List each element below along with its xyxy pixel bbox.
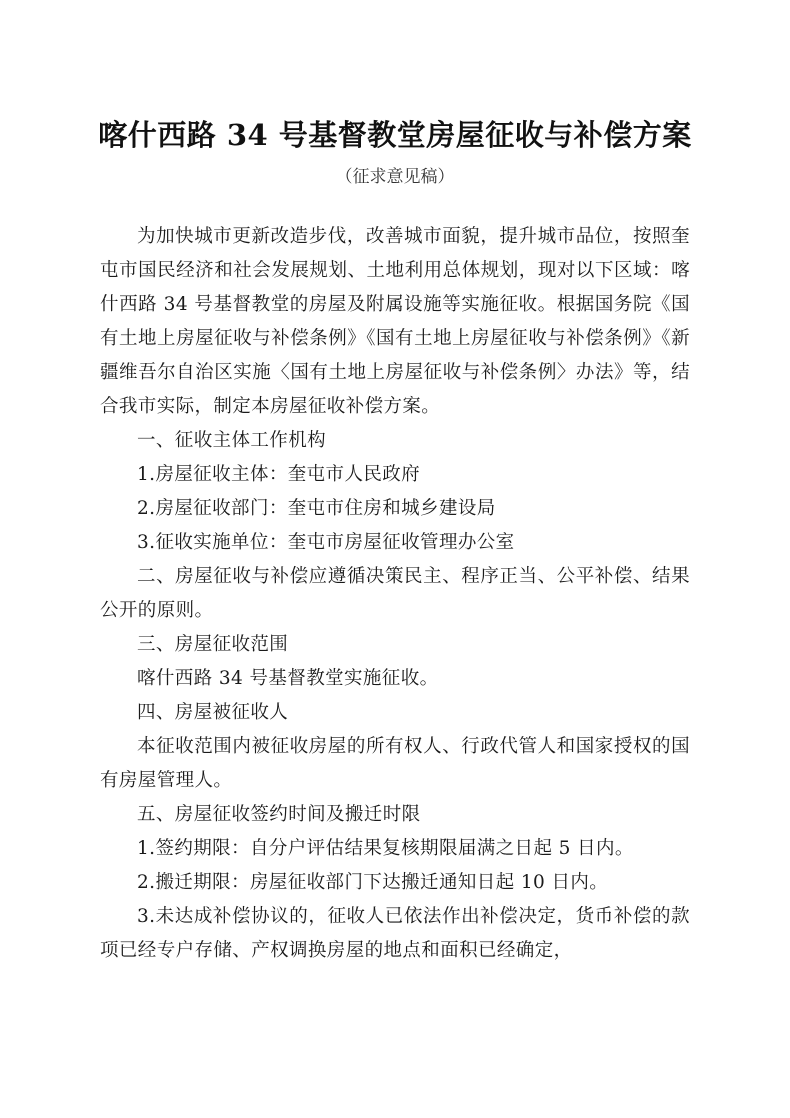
document-title: 喀什西路 34 号基督教堂房屋征收与补偿方案 (98, 118, 692, 152)
body-paragraph: 本征收范围内被征收房屋的所有权人、行政代管人和国家授权的国有房屋管理人。 (100, 736, 690, 791)
list-item: 3.征收实施单位：奎屯市房屋征收管理办公室 (137, 532, 515, 553)
section-heading-1: 一、征收主体工作机构 (137, 430, 327, 451)
section-heading-4: 四、房屋被征收人 (137, 702, 289, 723)
list-item: 3.未达成补偿协议的，征收人已依法作出补偿决定，货币补偿的款项已经专户存储、产权调换房屋的地点和面积已经确定， (100, 906, 690, 961)
section-heading-2: 二、房屋征收与补偿应遵循决策民主、程序正当、公平补偿、结果公开的原则。 (100, 566, 690, 621)
section-heading-3: 三、房屋征收范围 (137, 634, 289, 655)
document-body (100, 220, 690, 968)
list-item: 1.房屋征收主体：奎屯市人民政府 (137, 464, 421, 485)
section-heading-5: 五、房屋征收签约时间及搬迁时限 (137, 804, 421, 825)
list-item: 1.签约期限：自分户评估结果复核期限届满之日起 5 日内。 (137, 838, 634, 859)
list-item: 2.房屋征收部门：奎屯市住房和城乡建设局 (137, 498, 496, 519)
document-subtitle: （征求意见稿） (335, 167, 455, 187)
body-paragraph: 喀什西路 34 号基督教堂实施征收。 (137, 668, 439, 689)
intro-paragraph: 为加快城市更新改造步伐，改善城市面貌，提升城市品位，按照奎屯市国民经济和社会发展规划、土地利用总体规划，现对以下区域：喀什西路 34 号基督教堂的房屋及附属设施等实施征收。根据国务院《国有土地上房屋征收与补偿条例》《国有土地上房屋征收与补偿条例》《新疆维吾尔自治区实施〈国有土地上房屋征收与补偿条例〉办法》等，结合我市实际，制定本房屋征收补偿方案。 (100, 226, 690, 417)
list-item: 2.搬迁期限：房屋征收部门下达搬迁通知日起 10 日内。 (137, 872, 609, 893)
